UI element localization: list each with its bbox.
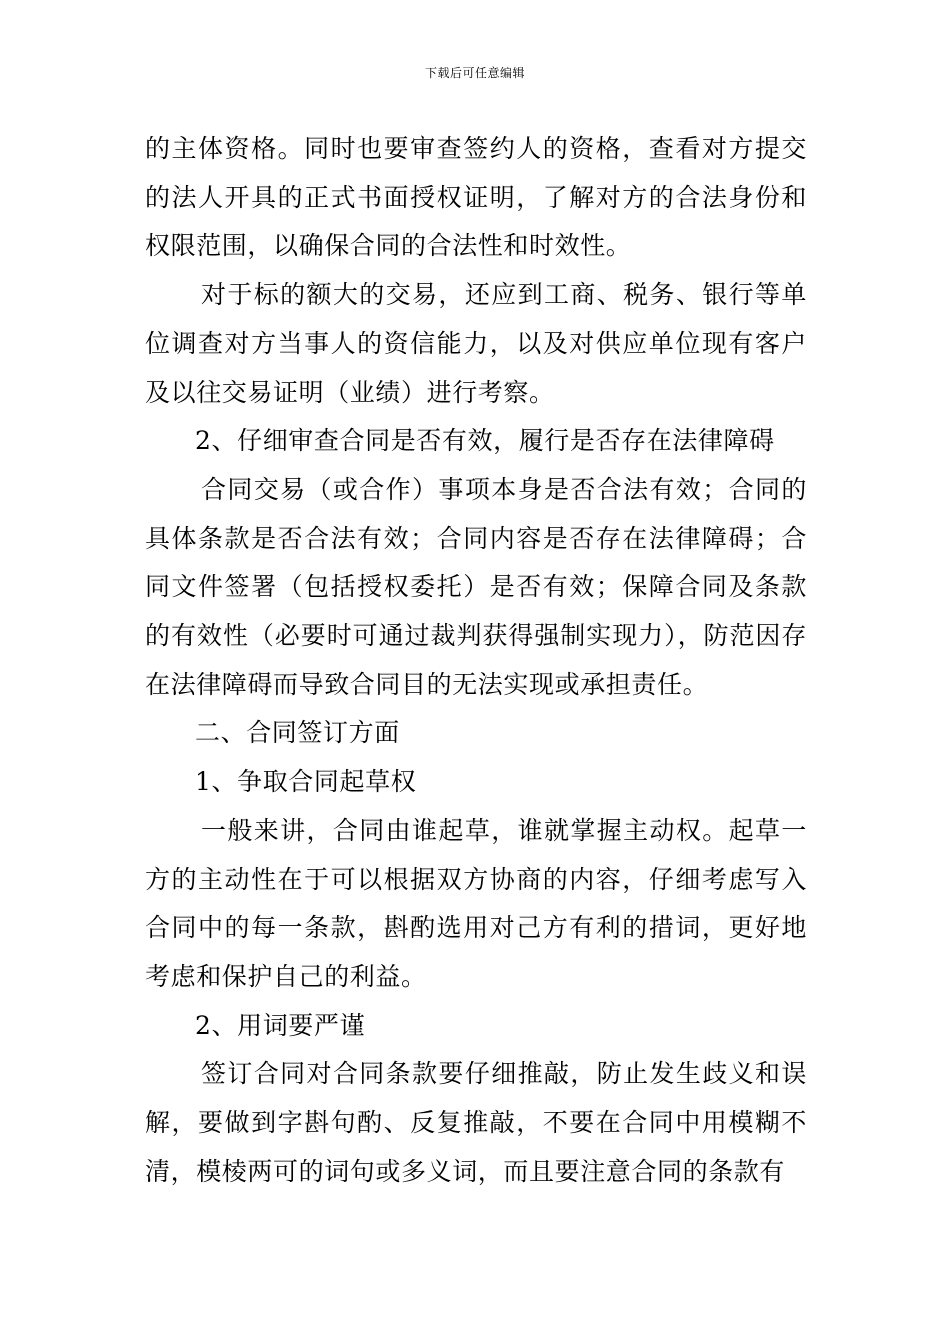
paragraph-drafting-right: 一般来讲，合同由谁起草，谁就掌握主动权。起草一方的主动性在于可以根据双方协商的内容，仔细考虑写入合同中的每一条款，斟酌选用对己方有利的措词，更好地考虑和保护自己的利益。 (145, 815, 807, 991)
document-body (145, 125, 807, 1196)
paragraph-precise-wording: 签订合同对合同条款要仔细推敲，防止发生歧义和误解，要做到字斟句酌、反复推敲，不要在合同中用模糊不清，模棱两可的词句或多义词，而且要注意合同的条款有 (145, 1059, 807, 1186)
paragraph-credit-check: 对于标的额大的交易，还应到工商、税务、银行等单位调查对方当事人的资信能力，以及对供应单位现有客户及以往交易证明（业绩）进行考察。 (145, 280, 807, 407)
page-header: 下载后可任意编辑 (424, 66, 525, 80)
heading-contract-validity: 2、仔细审查合同是否有效，履行是否存在法律障碍 (195, 426, 775, 456)
paragraph-validity-details: 合同交易（或合作）事项本身是否合法有效；合同的具体条款是否合法有效；合同内容是否存在法律障碍；合同文件签署（包括授权委托）是否有效；保障合同及条款的有效性（必要时可通过裁判获得强制实现力），防范因存在法律障碍而导致合同目的无法实现或承担责任。 (145, 474, 807, 699)
heading-contract-signing: 二、合同签订方面 (195, 718, 400, 748)
paragraph-qualification: 的主体资格。同时也要审查签约人的资格，查看对方提交的法人开具的正式书面授权证明，了解对方的合法身份和权限范围，以确保合同的合法性和时效性。 (145, 134, 807, 261)
heading-precise-wording: 2、用词要严谨 (195, 1010, 366, 1040)
heading-drafting-right: 1、争取合同起草权 (195, 767, 417, 797)
